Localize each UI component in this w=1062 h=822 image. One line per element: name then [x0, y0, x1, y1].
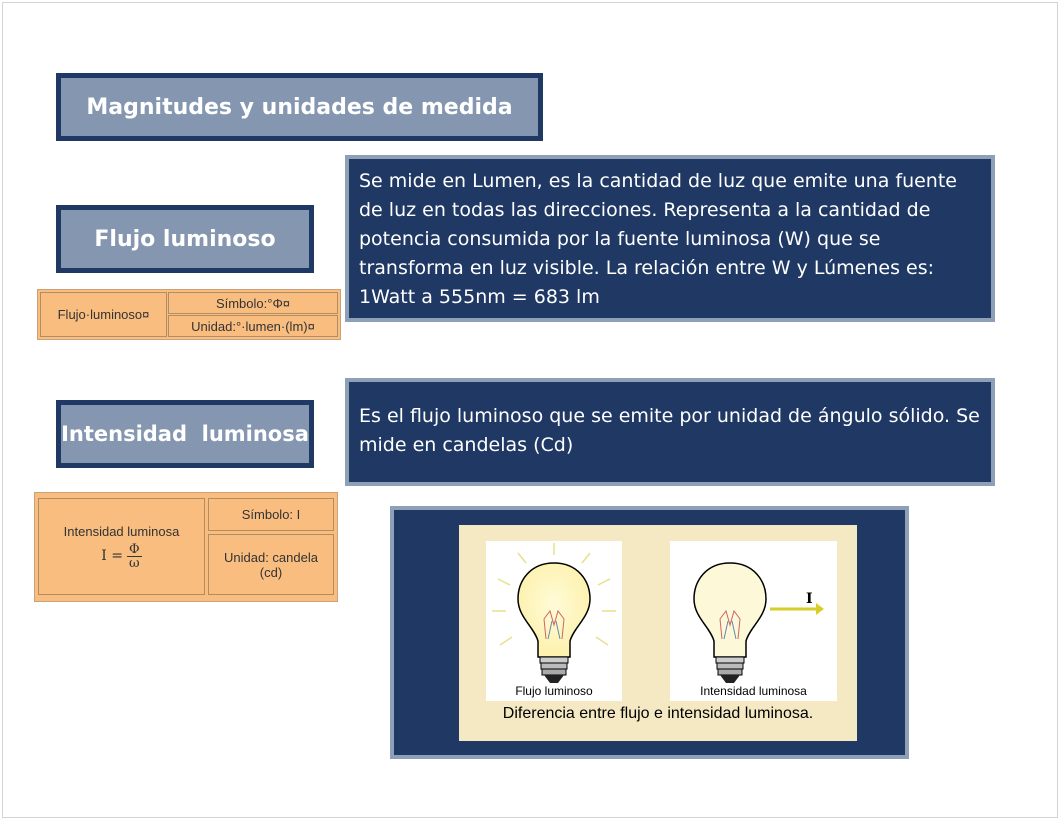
flujo-bulb-label: Flujo luminoso [515, 684, 593, 698]
formula-numerator: Φ [129, 541, 140, 557]
flujo-table-symbol-text: Símbolo:°Φ¤ [215, 295, 291, 311]
intensidad-heading [56, 400, 314, 468]
figure-image [459, 525, 857, 741]
flujo-table-unit-text: Unidad:°·lumen·(lm)¤ [191, 318, 315, 334]
flujo-table [37, 289, 341, 340]
flujo-table-name-text: Flujo·luminoso¤ [57, 307, 150, 322]
flujo-table-symbol [168, 292, 338, 314]
flujo-heading-text: Flujo luminoso [94, 226, 276, 252]
slide-title-text: Magnitudes y unidades de medida [86, 94, 513, 120]
flujo-table-name [40, 292, 167, 337]
flujo-table-unit [168, 315, 338, 337]
intensidad-description [345, 378, 995, 486]
glowing-bulb-icon [486, 541, 622, 701]
flujo-description-text: Se mide en Lumen, es la cantidad de luz que emite una fuente de luz en todas las direcciones. Representa a la cantidad de potencia consumida por la fuente luminosa (W) que se transforma en luz visible. La relación entre W y Lúmenes es: 1Watt a 555nm = 683 lm [359, 170, 957, 308]
intensidad-description-text: Es el flujo luminoso que se emite por unidad de ángulo sólido. Se mide en candelas (Cd) [359, 405, 980, 456]
flujo-heading [56, 205, 314, 273]
formula-denominator: ω [129, 555, 140, 571]
flujo-description [345, 155, 995, 322]
intensidad-table [34, 492, 338, 602]
bulb-with-arrow-icon [670, 541, 837, 701]
arrow-label: I [806, 591, 813, 607]
intensidad-formula [101, 543, 141, 570]
figure-frame [390, 506, 909, 759]
intensidad-table-symbol-text: Símbolo: I [241, 507, 301, 522]
intensidad-table-symbol [208, 498, 334, 531]
figure-caption: Diferencia entre flujo e intensidad luminosa. [502, 705, 814, 722]
intensidad-table-unit-text: Unidad: candela (cd) [224, 549, 318, 580]
slide-title [56, 73, 543, 141]
formula-lhs: I = [101, 548, 124, 564]
flujo-bulb-panel [486, 541, 622, 701]
intensidad-bulb-panel [670, 541, 837, 701]
intensidad-table-unit [208, 534, 334, 595]
formula-fraction [127, 543, 142, 570]
intensidad-table-name [38, 498, 205, 595]
intensidad-table-name-text: Intensidad luminosa [63, 523, 180, 539]
intensidad-heading-text: Intensidad luminosa [61, 422, 309, 446]
intensidad-bulb-label: Intensidad luminosa [700, 684, 807, 698]
